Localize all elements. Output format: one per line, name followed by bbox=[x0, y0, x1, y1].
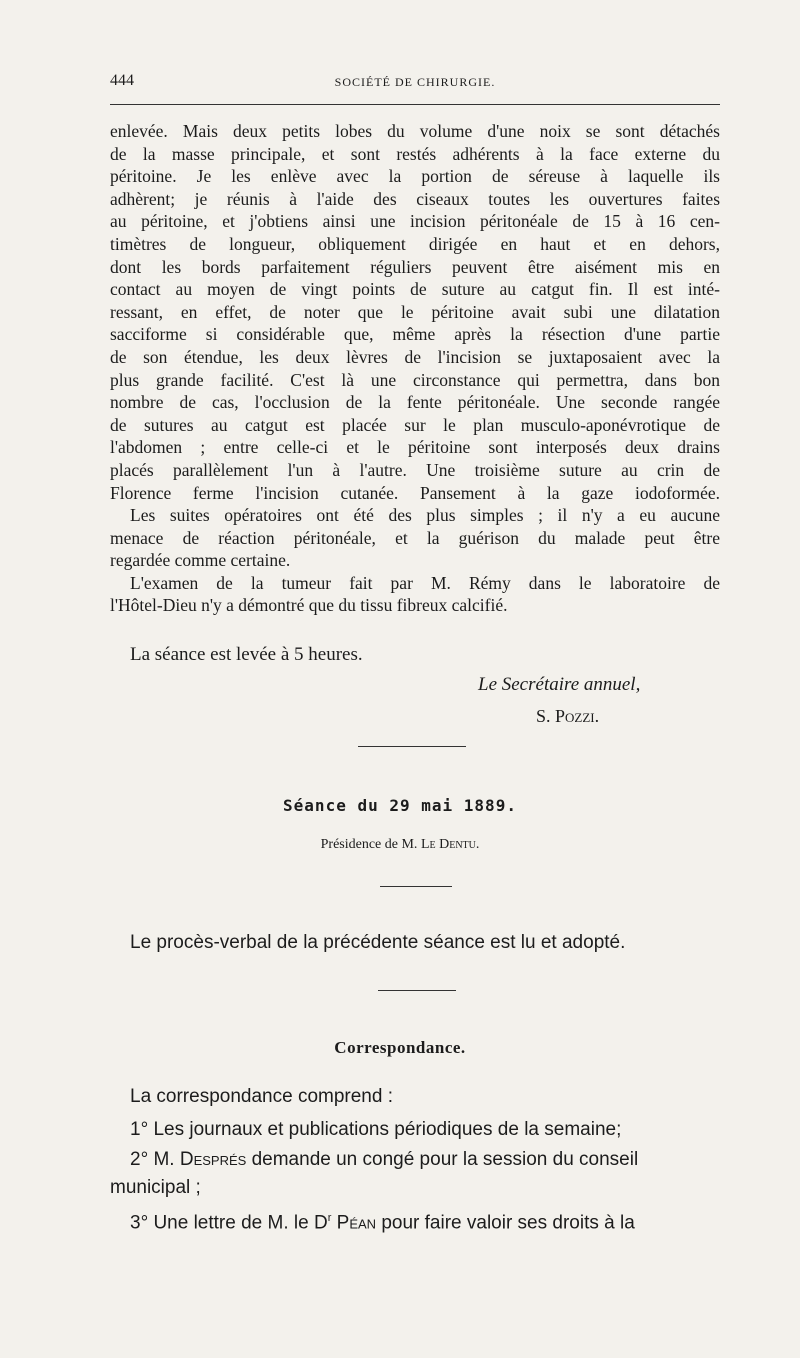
person-name: Després bbox=[179, 1149, 247, 1170]
text-line: ressant, en effet, de noter que le péritoine avait subi une dilatation bbox=[110, 301, 720, 322]
text-line: plus grande facilité. C'est là une circonstance qui permettra, dans bon bbox=[110, 369, 720, 390]
text-line: au péritoine, et j'obtiens ainsi une incision péritonéale de 15 à 16 cen- bbox=[110, 211, 720, 232]
text-line: adhèrent; je réunis à l'aide des ciseaux toutes les ouvertures faites bbox=[110, 188, 720, 209]
body-text bbox=[110, 120, 720, 617]
text-line: l'Hôtel-Dieu n'y a démontré que du tissu fibreux calcifié. bbox=[110, 595, 508, 616]
list-item bbox=[110, 1146, 720, 1174]
signature-title: Le Secrétaire annuel, bbox=[478, 674, 641, 695]
item-superscript: r bbox=[327, 1212, 332, 1224]
item-text: demande un congé pour la session du conseil bbox=[251, 1149, 639, 1170]
list-item-continuation: municipal ; bbox=[110, 1177, 201, 1198]
session-title: Séance du 29 mai 1889. bbox=[283, 796, 517, 815]
list-item: 1° Les journaux et publications périodiques de la semaine; bbox=[130, 1119, 622, 1140]
text-line: Florence ferme l'incision cutanée. Pansement à la gaze iodoformée. bbox=[110, 482, 720, 503]
signature-name: S. Pozzi. bbox=[536, 706, 600, 726]
text-line: de son étendue, les deux lèvres de l'incision se juxtaposaient avec la bbox=[110, 346, 720, 367]
section-divider bbox=[378, 990, 456, 991]
text-line: menace de réaction péritonéale, et la guérison du malade peut être bbox=[110, 527, 720, 548]
minutes-statement: Le procès-verbal de la précédente séance est lu et adopté. bbox=[130, 932, 626, 953]
text-line: contact au moyen de vingt points de suture au catgut fin. Il est inté- bbox=[110, 279, 720, 300]
person-name: Péan bbox=[336, 1212, 377, 1234]
text-line: dont les bords parfaitement réguliers peuvent être aisément mis en bbox=[110, 256, 720, 277]
correspondence-intro: La correspondance comprend : bbox=[130, 1086, 393, 1107]
page-number: 444 bbox=[110, 72, 134, 89]
item-text: pour faire valoir ses droits à la bbox=[381, 1212, 635, 1234]
text-line: de la masse principale, et sont restés adhérents à la face externe du bbox=[110, 143, 720, 164]
page-header bbox=[110, 72, 720, 94]
text-line: enlevée. Mais deux petits lobes du volume d'une noix se sont détachés bbox=[110, 121, 720, 141]
text-line: Les suites opératoires ont été des plus simples ; il n'y a eu aucune bbox=[130, 505, 720, 526]
text-line: placés parallèlement l'un à l'autre. Une troisième suture au crin de bbox=[110, 459, 720, 480]
text-line: timètres de longueur, obliquement dirigée en haut et en dehors, bbox=[110, 233, 720, 254]
presidency-prefix: Présidence de M. bbox=[320, 837, 418, 852]
presidency-name: Le Dentu. bbox=[420, 837, 480, 852]
text-line: nombre de cas, l'occlusion de la fente péritonéale. Une seconde rangée bbox=[110, 392, 720, 413]
section-divider bbox=[380, 886, 452, 887]
text-line: regardée comme certaine. bbox=[110, 550, 291, 571]
text-line: de sutures au catgut est placée sur le plan musculo-aponévrotique de bbox=[110, 414, 720, 435]
text-line: l'abdomen ; entre celle-ci et le péritoine sont interposés deux drains bbox=[110, 437, 720, 458]
section-divider bbox=[358, 746, 466, 747]
text-line: L'examen de la tumeur fait par M. Rémy dans le laboratoire de bbox=[130, 572, 720, 593]
item-prefix: 3° Une lettre de M. le D bbox=[130, 1212, 328, 1234]
correspondence-heading: Correspondance. bbox=[334, 1038, 466, 1057]
header-rule bbox=[110, 104, 720, 105]
correspondence-list bbox=[110, 1080, 720, 1235]
item-prefix: 2° M. bbox=[130, 1149, 175, 1170]
closing-line: La séance est levée à 5 heures. bbox=[130, 644, 363, 665]
list-item bbox=[110, 1202, 720, 1235]
presidency-line bbox=[0, 837, 800, 853]
text-line: péritoine. Je les enlève avec la portion de séreuse à laquelle ils bbox=[110, 166, 720, 187]
text-line: sacciforme si considérable que, même après la résection d'une partie bbox=[110, 324, 720, 345]
running-title: SOCIÉTÉ DE CHIRURGIE. bbox=[334, 75, 496, 89]
